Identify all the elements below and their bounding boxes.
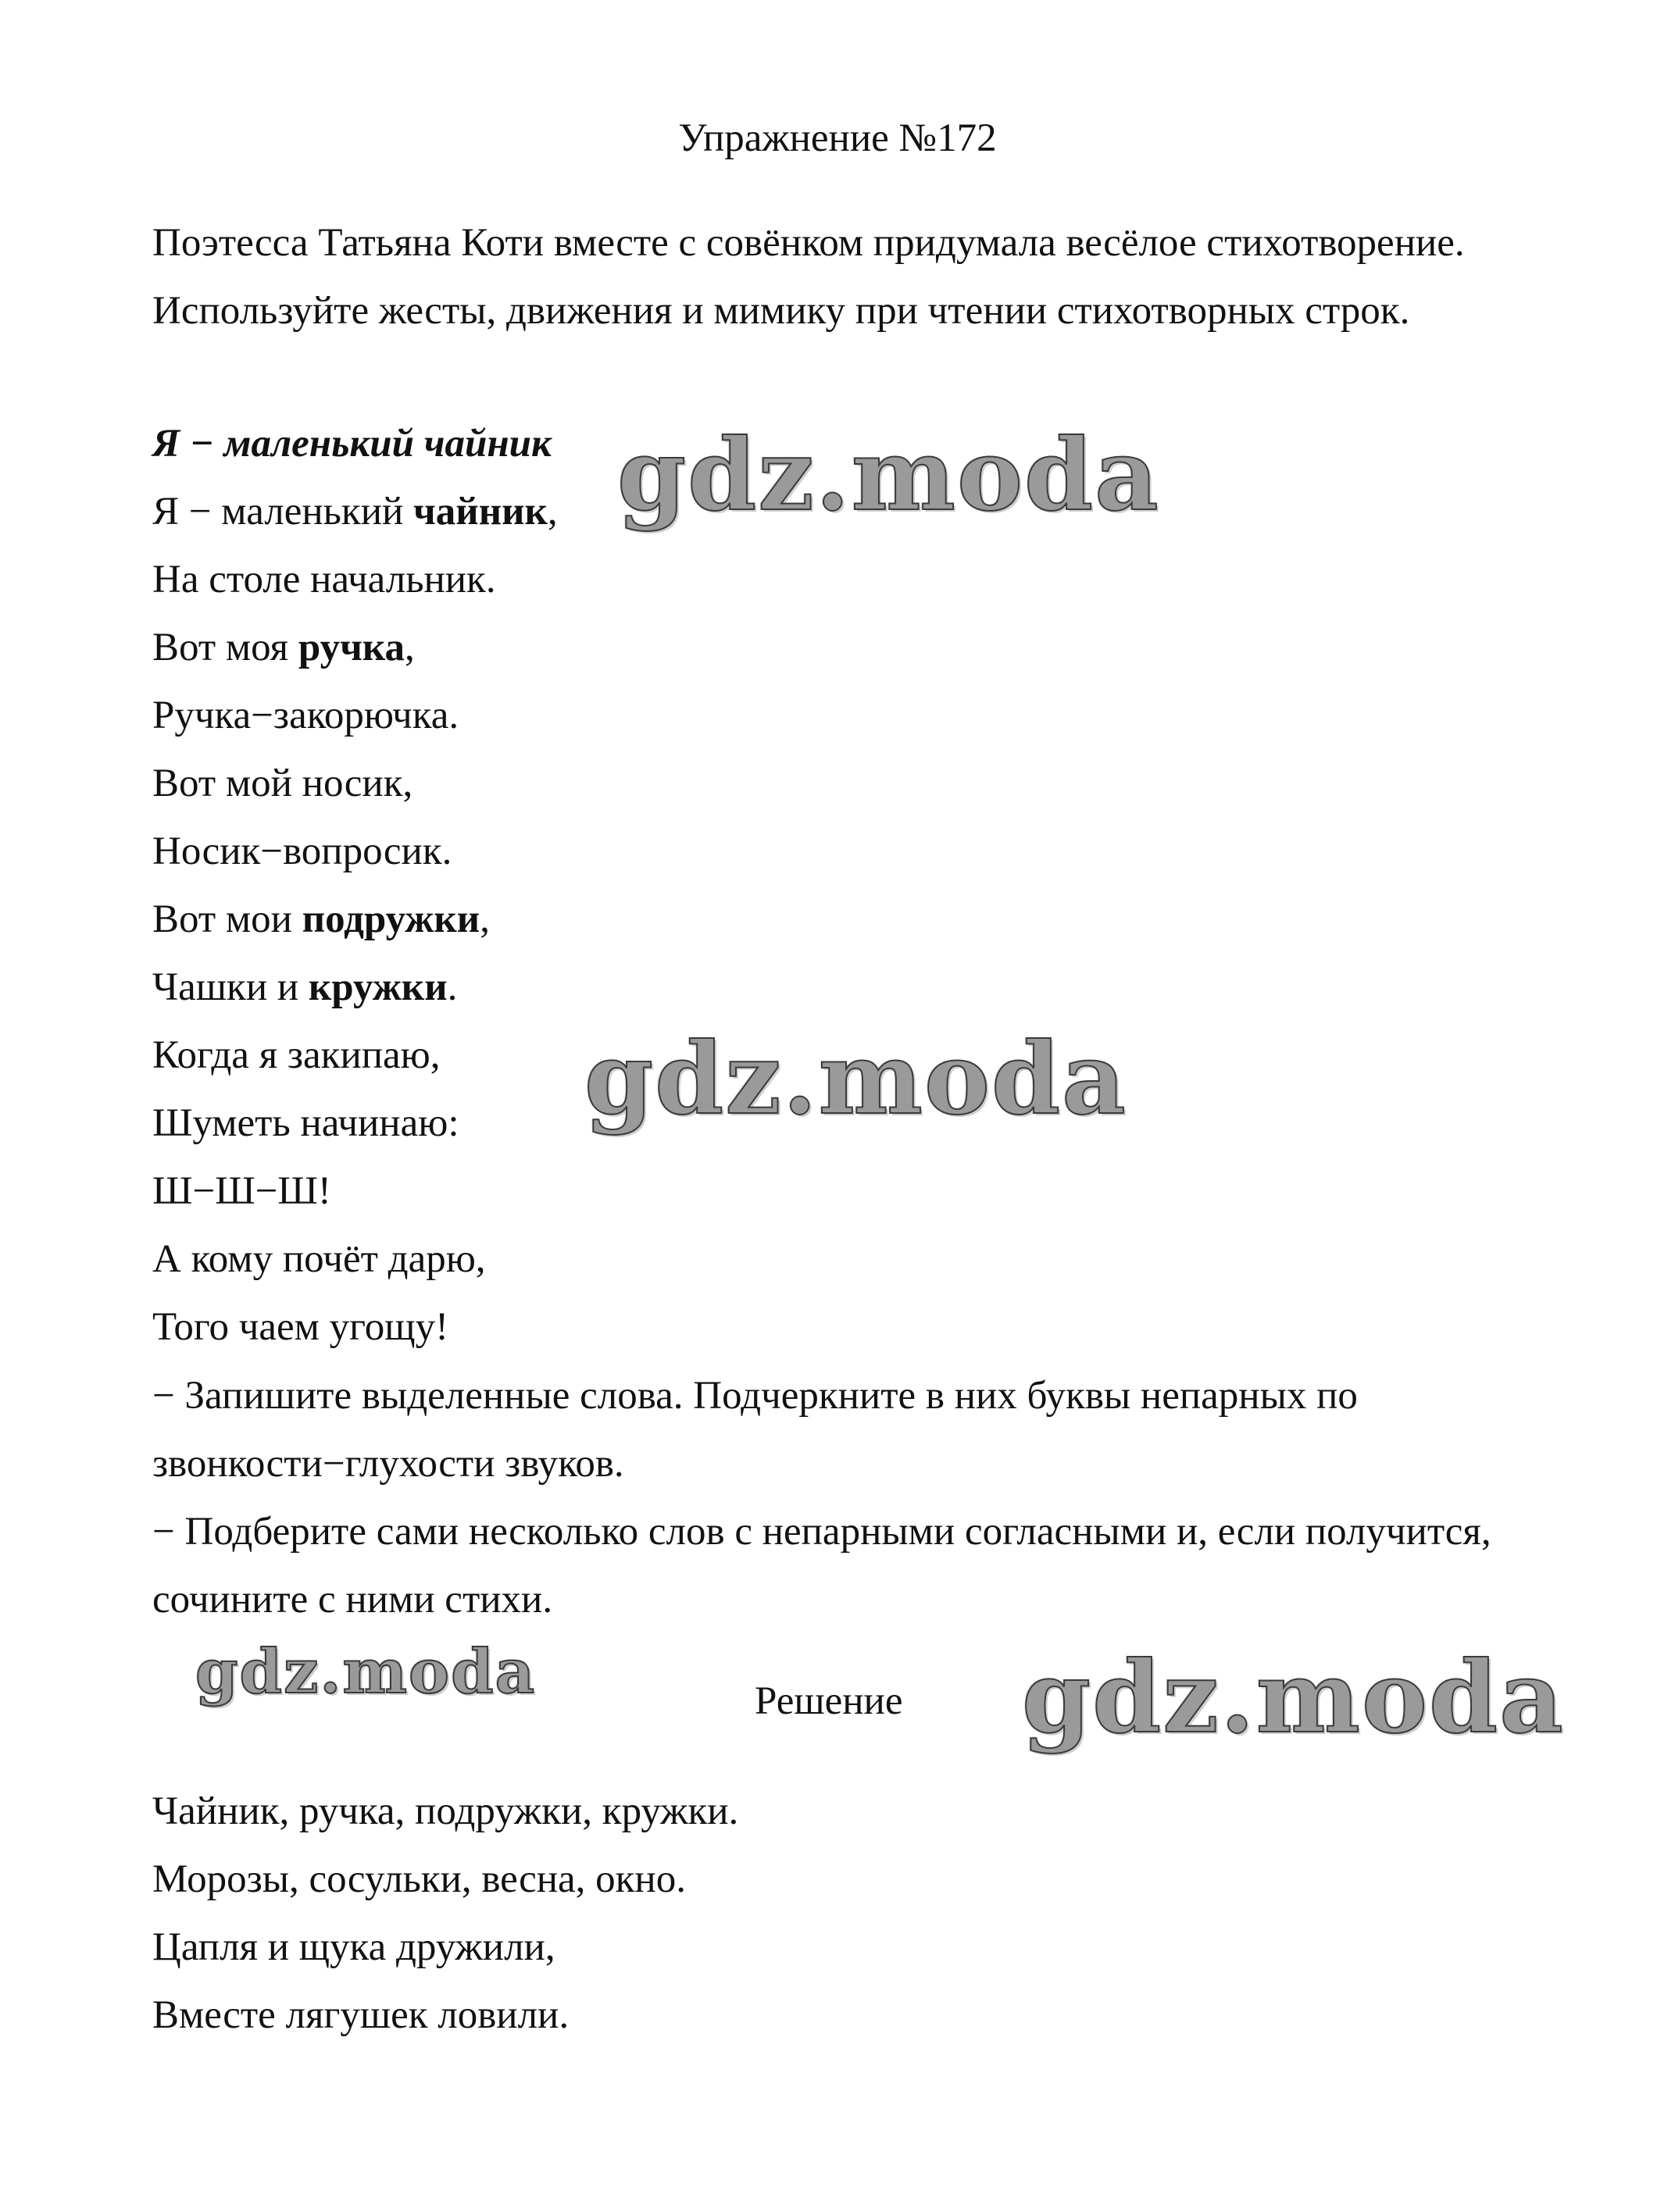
solution-heading: Решение [755, 1679, 903, 1723]
watermark: gdz.moda [617, 417, 1160, 533]
poem-line: На столе начальник. [152, 558, 496, 601]
answer-line: Вместе лягушек ловили. [152, 1993, 570, 2037]
highlighted-word: ручка [298, 626, 405, 669]
highlighted-word: подружки [302, 897, 480, 941]
highlighted-word: кружки [308, 965, 448, 1009]
task-instructions [152, 1362, 1559, 1634]
poem-line: Я − маленький чайник, [152, 490, 558, 533]
poem-line: Ш−Ш−Ш! [152, 1169, 331, 1213]
poem-line: Шуметь начинаю: [152, 1101, 459, 1145]
poem-line: Ручка−закорючка. [152, 694, 459, 737]
solution-answer [152, 1778, 1559, 2050]
poem-line: Когда я закипаю, [152, 1033, 441, 1077]
answer-line: Морозы, сосульки, весна, окно. [152, 1857, 686, 1901]
poem [152, 410, 1559, 1361]
watermark: gdz.moda [1022, 1639, 1565, 1755]
poem-line: Вот мой носик, [152, 762, 413, 805]
task-item: − Подберите сами несколько слов с непарными согласными и, если получится, сочините с ними стихи. [152, 1510, 1491, 1622]
poem-line: Того чаем угощу! [152, 1305, 449, 1349]
watermark: gdz.moda [584, 1021, 1127, 1136]
answer-line: Цапля и щука дружили, [152, 1925, 555, 1969]
poem-line: Вот моя ручка, [152, 626, 415, 669]
poem-line: А кому почёт дарю, [152, 1237, 486, 1281]
poem-heading: Я − маленький чайник [152, 422, 552, 466]
exercise-intro: Поэтесса Татьяна Коти вместе с совёнком придумала весёлое стихотворение. Используйте жесты, движения и мимику при чтении стихотворных строк. [152, 221, 1465, 333]
poem-line: Носик−вопросик. [152, 830, 452, 873]
poem-line: Вот мои подружки, [152, 897, 490, 941]
highlighted-word: чайник [413, 490, 548, 533]
task-item: − Запишите выделенные слова. Подчеркните в них буквы непарных по звонкости−глухости звуков. [152, 1374, 1358, 1486]
poem-line: Чашки и кружки. [152, 965, 458, 1009]
answer-line: Чайник, ручка, подружки, кружки. [152, 1789, 739, 1833]
exercise-title: Упражнение №172 [678, 116, 997, 160]
watermark: gdz.moda [195, 1636, 537, 1707]
